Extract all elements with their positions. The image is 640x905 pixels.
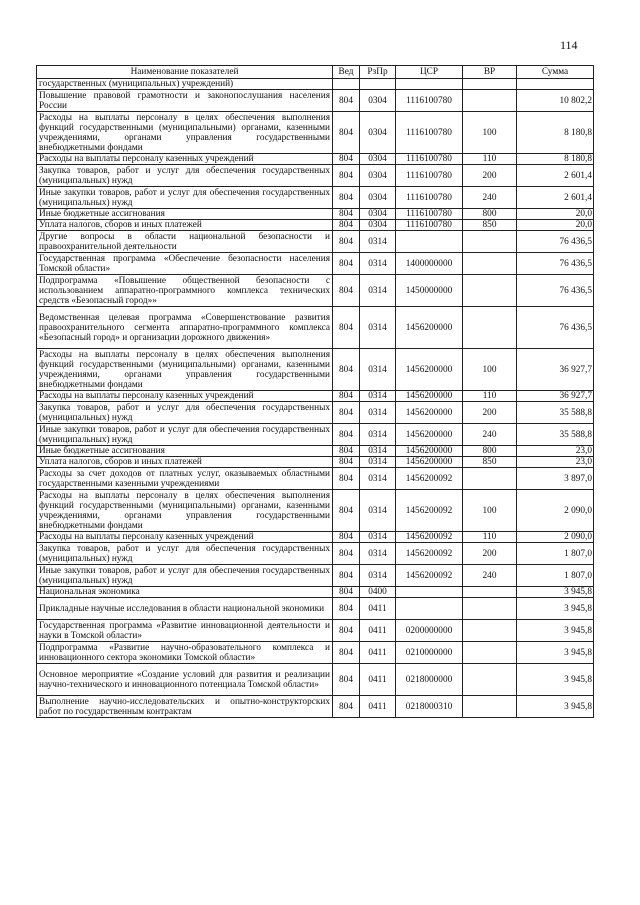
row-sum-cell: 3 897,0 xyxy=(517,468,594,490)
row-csr-cell: 1456200092 xyxy=(396,468,463,490)
row-csr-cell: 1456200000 xyxy=(396,307,463,349)
table-row xyxy=(37,664,594,696)
row-ved-cell: 804 xyxy=(333,165,360,187)
row-sum-cell: 35 588,8 xyxy=(517,424,594,446)
row-name-cell: Национальная экономика xyxy=(37,587,333,598)
table-row xyxy=(37,209,594,220)
row-ved-cell: 804 xyxy=(333,424,360,446)
row-sum-cell: 3 945,8 xyxy=(517,642,594,664)
row-rzpr-cell: 0314 xyxy=(360,253,396,275)
row-vr-cell xyxy=(463,696,517,718)
row-rzpr-cell: 0314 xyxy=(360,532,396,543)
table-row xyxy=(37,598,594,620)
row-name-cell: Закупка товаров, работ и услуг для обеспечения государственных (муниципальных) нужд xyxy=(37,402,333,424)
row-rzpr-cell: 0314 xyxy=(360,349,396,391)
row-sum-cell: 76 436,5 xyxy=(517,275,594,307)
row-csr-cell: 1116100780 xyxy=(396,220,463,231)
row-vr-cell xyxy=(463,642,517,664)
row-csr-cell: 1456200092 xyxy=(396,565,463,587)
row-ved-cell: 804 xyxy=(333,446,360,457)
row-sum-cell: 1 807,0 xyxy=(517,543,594,565)
row-sum-cell: 2 601,4 xyxy=(517,165,594,187)
row-name-cell: Иные закупки товаров, работ и услуг для обеспечения государственных (муниципальных) нужд xyxy=(37,565,333,587)
row-csr-cell: 0218000310 xyxy=(396,696,463,718)
table-row xyxy=(37,565,594,587)
header-rzpr: РзПр xyxy=(360,66,396,79)
row-vr-cell: 110 xyxy=(463,391,517,402)
row-ved-cell: 804 xyxy=(333,532,360,543)
row-rzpr-cell: 0304 xyxy=(360,209,396,220)
row-sum-cell: 36 927,7 xyxy=(517,391,594,402)
row-rzpr-cell: 0314 xyxy=(360,424,396,446)
row-sum-cell: 8 180,8 xyxy=(517,154,594,165)
row-sum-cell: 20,0 xyxy=(517,220,594,231)
table-row xyxy=(37,696,594,718)
row-name-cell: Подпрограмма «Повышение общественной безопасности с использованием аппаратно-программного комплекса технических средств «Безопасный город»» xyxy=(37,275,333,307)
row-csr-cell: 1116100780 xyxy=(396,187,463,209)
row-csr-cell: 1456200000 xyxy=(396,349,463,391)
row-ved-cell: 804 xyxy=(333,587,360,598)
row-ved-cell: 804 xyxy=(333,402,360,424)
row-name-cell: Уплата налогов, сборов и иных платежей xyxy=(37,220,333,231)
row-csr-cell: 1400000000 xyxy=(396,253,463,275)
row-sum-cell: 35 588,8 xyxy=(517,402,594,424)
row-ved-cell: 804 xyxy=(333,112,360,154)
row-rzpr-cell: 0304 xyxy=(360,165,396,187)
row-rzpr-cell: 0304 xyxy=(360,220,396,231)
row-rzpr-cell: 0314 xyxy=(360,275,396,307)
row-sum-cell: 10 802,2 xyxy=(517,90,594,112)
row-ved-cell: 804 xyxy=(333,543,360,565)
row-ved-cell: 804 xyxy=(333,275,360,307)
row-ved-cell: 804 xyxy=(333,490,360,532)
row-vr-cell: 240 xyxy=(463,187,517,209)
row-ved-cell: 804 xyxy=(333,307,360,349)
row-name-cell: Уплата налогов, сборов и иных платежей xyxy=(37,457,333,468)
table-row xyxy=(37,424,594,446)
row-vr-cell: 100 xyxy=(463,490,517,532)
row-name-cell: Расходы на выплаты персоналу казенных учреждений xyxy=(37,532,333,543)
row-name-cell: Иные закупки товаров, работ и услуг для обеспечения государственных (муниципальных) нужд xyxy=(37,424,333,446)
row-rzpr-cell: 0314 xyxy=(360,457,396,468)
row-name-cell: Иные бюджетные ассигнования xyxy=(37,446,333,457)
row-name-cell: Иные закупки товаров, работ и услуг для обеспечения государственных (муниципальных) нужд xyxy=(37,187,333,209)
row-vr-cell: 850 xyxy=(463,457,517,468)
table-row xyxy=(37,587,594,598)
row-csr-cell xyxy=(396,598,463,620)
row-name-cell: Расходы на выплаты персоналу казенных учреждений xyxy=(37,391,333,402)
budget-table xyxy=(36,65,594,718)
table-row xyxy=(37,253,594,275)
row-ved-cell: 804 xyxy=(333,154,360,165)
row-vr-cell: 100 xyxy=(463,112,517,154)
row-vr-cell: 100 xyxy=(463,349,517,391)
row-vr-cell: 110 xyxy=(463,532,517,543)
header-csr: ЦСР xyxy=(396,66,463,79)
row-ved-cell: 804 xyxy=(333,468,360,490)
row-vr-cell xyxy=(463,253,517,275)
row-sum-cell: 3 945,8 xyxy=(517,598,594,620)
table-row xyxy=(37,220,594,231)
row-csr-cell: 1116100780 xyxy=(396,165,463,187)
row-sum-cell: 76 436,5 xyxy=(517,253,594,275)
row-name-cell: Расходы на выплаты персоналу в целях обеспечения выполнения функций государственными (муниципальными) органами, казенными учреждениями, органами управления государственными внебюджетными фондами xyxy=(37,490,333,532)
row-name-cell: Расходы на выплаты персоналу в целях обеспечения выполнения функций государственными (муниципальными) органами, казенными учреждениями, органами управления государственными внебюджетными фондами xyxy=(37,112,333,154)
row-name-cell: Расходы на выплаты персоналу в целях обеспечения выполнения функций государственными (муниципальными) органами, казенными учреждениями, органами управления государственными внебюджетными фондами xyxy=(37,349,333,391)
row-vr-cell: 200 xyxy=(463,402,517,424)
table-row xyxy=(37,90,594,112)
row-name-cell: государственных (муниципальных) учреждений) xyxy=(37,79,333,90)
table-row xyxy=(37,446,594,457)
row-ved-cell: 804 xyxy=(333,349,360,391)
page-number: 114 xyxy=(560,38,578,52)
row-sum-cell: 23,0 xyxy=(517,446,594,457)
row-sum-cell: 2 090,0 xyxy=(517,490,594,532)
row-rzpr-cell: 0314 xyxy=(360,402,396,424)
row-ved-cell: 804 xyxy=(333,620,360,642)
row-csr-cell: 1456200000 xyxy=(396,446,463,457)
row-sum-cell: 36 927,7 xyxy=(517,349,594,391)
row-vr-cell: 110 xyxy=(463,154,517,165)
row-ved-cell: 804 xyxy=(333,253,360,275)
row-sum-cell: 3 945,8 xyxy=(517,664,594,696)
row-sum-cell: 3 945,8 xyxy=(517,587,594,598)
row-vr-cell: 240 xyxy=(463,565,517,587)
table-row xyxy=(37,112,594,154)
row-vr-cell xyxy=(463,231,517,253)
row-vr-cell xyxy=(463,90,517,112)
row-name-cell: Ведомственная целевая программа «Совершенствование развития правоохранительного сегмента аппаратно-программного комплекса «Безопасный город» и организации дорожного движения» xyxy=(37,307,333,349)
row-vr-cell xyxy=(463,307,517,349)
row-ved-cell: 804 xyxy=(333,457,360,468)
table-row xyxy=(37,391,594,402)
row-rzpr-cell: 0411 xyxy=(360,620,396,642)
row-csr-cell: 1456200000 xyxy=(396,457,463,468)
row-csr-cell: 1456200092 xyxy=(396,532,463,543)
row-sum-cell: 23,0 xyxy=(517,457,594,468)
row-sum-cell xyxy=(517,79,594,90)
row-name-cell: Основное мероприятие «Создание условий для развития и реализации научно-технического и инновационного потенциала Томской области» xyxy=(37,664,333,696)
row-csr-cell: 1450000000 xyxy=(396,275,463,307)
row-name-cell: Расходы на выплаты персоналу казенных учреждений xyxy=(37,154,333,165)
table-row xyxy=(37,165,594,187)
row-name-cell: Расходы за счет доходов от платных услуг, оказываемых областными государственными казенными учреждениями xyxy=(37,468,333,490)
row-rzpr-cell: 0314 xyxy=(360,231,396,253)
row-sum-cell: 3 945,8 xyxy=(517,696,594,718)
row-name-cell: Подпрограмма «Развитие научно-образовательного комплекса и инновационного сектора экономики Томской области» xyxy=(37,642,333,664)
row-ved-cell: 804 xyxy=(333,664,360,696)
table-row xyxy=(37,543,594,565)
row-csr-cell: 1116100780 xyxy=(396,90,463,112)
row-ved-cell xyxy=(333,79,360,90)
row-csr-cell: 1116100780 xyxy=(396,154,463,165)
row-sum-cell: 76 436,5 xyxy=(517,231,594,253)
row-vr-cell xyxy=(463,79,517,90)
row-sum-cell: 1 807,0 xyxy=(517,565,594,587)
table-row xyxy=(37,402,594,424)
row-csr-cell: 0218000000 xyxy=(396,664,463,696)
row-vr-cell: 200 xyxy=(463,165,517,187)
table-row xyxy=(37,490,594,532)
table-row xyxy=(37,468,594,490)
row-vr-cell: 240 xyxy=(463,424,517,446)
row-rzpr-cell: 0400 xyxy=(360,587,396,598)
header-vr: ВР xyxy=(463,66,517,79)
row-ved-cell: 804 xyxy=(333,391,360,402)
row-vr-cell xyxy=(463,587,517,598)
row-name-cell: Прикладные научные исследования в области национальной экономики xyxy=(37,598,333,620)
row-vr-cell: 850 xyxy=(463,220,517,231)
row-name-cell: Повышение правовой грамотности и законопослушания населения России xyxy=(37,90,333,112)
row-vr-cell xyxy=(463,598,517,620)
table-row xyxy=(37,154,594,165)
row-rzpr-cell: 0314 xyxy=(360,307,396,349)
row-name-cell: Закупка товаров, работ и услуг для обеспечения государственных (муниципальных) нужд xyxy=(37,543,333,565)
row-sum-cell: 3 945,8 xyxy=(517,620,594,642)
row-ved-cell: 804 xyxy=(333,209,360,220)
row-vr-cell xyxy=(463,468,517,490)
row-csr-cell: 1456200000 xyxy=(396,391,463,402)
row-ved-cell: 804 xyxy=(333,90,360,112)
row-csr-cell xyxy=(396,79,463,90)
row-csr-cell: 1456200092 xyxy=(396,490,463,532)
row-vr-cell: 800 xyxy=(463,446,517,457)
row-sum-cell: 20,0 xyxy=(517,209,594,220)
row-sum-cell: 8 180,8 xyxy=(517,112,594,154)
row-ved-cell: 804 xyxy=(333,696,360,718)
row-ved-cell: 804 xyxy=(333,187,360,209)
row-rzpr-cell: 0304 xyxy=(360,187,396,209)
row-name-cell: Другие вопросы в области национальной безопасности и правоохранительной деятельности xyxy=(37,231,333,253)
row-ved-cell: 804 xyxy=(333,642,360,664)
row-rzpr-cell: 0304 xyxy=(360,90,396,112)
row-csr-cell: 1116100780 xyxy=(396,112,463,154)
row-rzpr-cell: 0411 xyxy=(360,664,396,696)
row-name-cell: Выполнение научно-исследовательских и опытно-конструкторских работ по государственным контрактам xyxy=(37,696,333,718)
row-csr-cell xyxy=(396,231,463,253)
row-ved-cell: 804 xyxy=(333,598,360,620)
row-vr-cell xyxy=(463,664,517,696)
table-body xyxy=(37,79,594,718)
row-name-cell: Иные бюджетные ассигнования xyxy=(37,209,333,220)
row-rzpr-cell: 0314 xyxy=(360,391,396,402)
table-row xyxy=(37,275,594,307)
row-csr-cell: 0200000000 xyxy=(396,620,463,642)
row-name-cell: Государственная программа «Развитие инновационной деятельности и науки в Томской области» xyxy=(37,620,333,642)
header-ved: Вед xyxy=(333,66,360,79)
row-csr-cell: 0210000000 xyxy=(396,642,463,664)
header-name: Наименование показателей xyxy=(37,66,333,79)
row-name-cell: Закупка товаров, работ и услуг для обеспечения государственных (муниципальных) нужд xyxy=(37,165,333,187)
row-sum-cell: 2 090,0 xyxy=(517,532,594,543)
table-row xyxy=(37,642,594,664)
budget-table-container xyxy=(36,65,593,718)
header-sum: Сумма xyxy=(517,66,594,79)
row-csr-cell xyxy=(396,587,463,598)
row-csr-cell: 1456200092 xyxy=(396,543,463,565)
table-row xyxy=(37,620,594,642)
row-rzpr-cell: 0304 xyxy=(360,112,396,154)
row-csr-cell: 1456200000 xyxy=(396,402,463,424)
row-rzpr-cell: 0314 xyxy=(360,565,396,587)
row-csr-cell: 1116100780 xyxy=(396,209,463,220)
row-name-cell: Государственная программа «Обеспечение безопасности населения Томской области» xyxy=(37,253,333,275)
table-header-row xyxy=(37,66,594,79)
row-rzpr-cell xyxy=(360,79,396,90)
table-row xyxy=(37,307,594,349)
row-rzpr-cell: 0411 xyxy=(360,696,396,718)
row-csr-cell: 1456200000 xyxy=(396,424,463,446)
row-rzpr-cell: 0411 xyxy=(360,598,396,620)
row-sum-cell: 76 436,5 xyxy=(517,307,594,349)
row-ved-cell: 804 xyxy=(333,220,360,231)
row-vr-cell xyxy=(463,620,517,642)
row-rzpr-cell: 0304 xyxy=(360,154,396,165)
row-rzpr-cell: 0314 xyxy=(360,468,396,490)
row-sum-cell: 2 601,4 xyxy=(517,187,594,209)
row-rzpr-cell: 0314 xyxy=(360,543,396,565)
table-row xyxy=(37,532,594,543)
row-vr-cell: 800 xyxy=(463,209,517,220)
table-row xyxy=(37,79,594,90)
row-rzpr-cell: 0411 xyxy=(360,642,396,664)
row-ved-cell: 804 xyxy=(333,565,360,587)
table-row xyxy=(37,457,594,468)
table-row xyxy=(37,187,594,209)
table-row xyxy=(37,349,594,391)
row-rzpr-cell: 0314 xyxy=(360,490,396,532)
row-rzpr-cell: 0314 xyxy=(360,446,396,457)
row-ved-cell: 804 xyxy=(333,231,360,253)
row-vr-cell: 200 xyxy=(463,543,517,565)
table-row xyxy=(37,231,594,253)
row-vr-cell xyxy=(463,275,517,307)
